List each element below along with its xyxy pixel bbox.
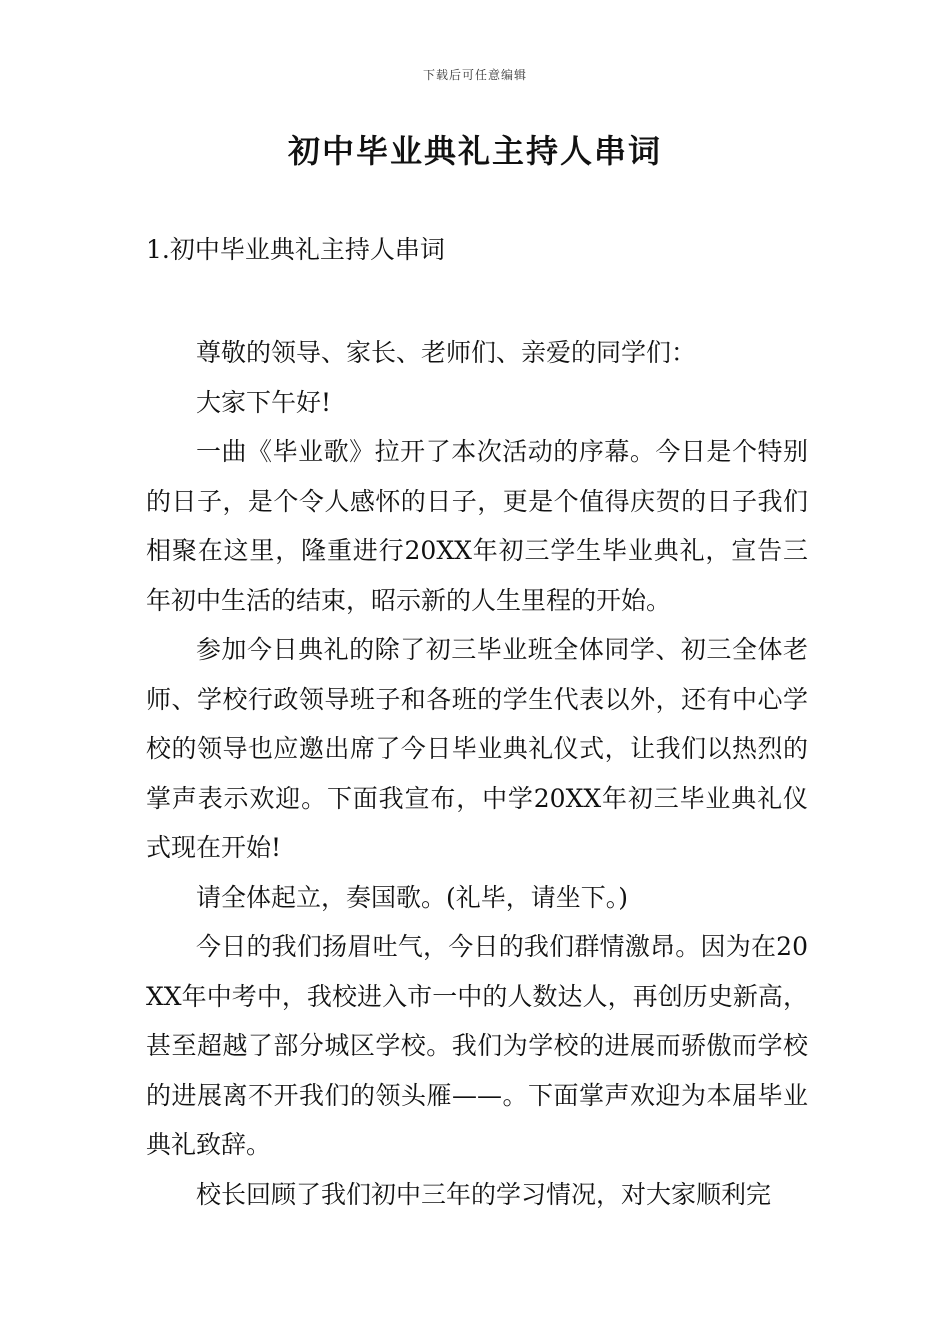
document-title: 初中毕业典礼主持人串词 [287,132,662,170]
paragraph-achievement: 今日的我们扬眉吐气，今日的我们群情激昂。因为在20XX年中考中，我校进入市一中的人数达人，再创历史新高，甚至超越了部分城区学校。我们为学校的进展而骄傲而学校的进展离不开我们的领头雁——。下面掌声欢迎为本届毕业典礼致辞。 [146,932,808,1159]
paragraph-anthem: 请全体起立，奏国歌。(礼毕，请坐下。) [196,882,629,912]
paragraph-opening: 一曲《毕业歌》拉开了本次活动的序幕。今日是个特别的日子，是个令人感怀的日子，更是个值得庆贺的日子我们相聚在这里，隆重进行20XX年初三学生毕业典礼，宣告三年初中生活的结束，昭示新的人生里程的开始。 [146,437,808,615]
paragraph-principal: 校长回顾了我们初中三年的学习情况，对大家顺利完 [196,1179,772,1209]
section-heading: 1.初中毕业典礼主持人串词 [146,235,445,264]
paragraph-greeting: 大家下午好! [196,387,332,417]
header-note: 下载后可任意编辑 [422,68,527,82]
document-body [146,328,808,1219]
paragraph-salutation: 尊敬的领导、家长、老师们、亲爱的同学们： [196,338,697,367]
paragraph-attendees: 参加今日典礼的除了初三毕业班全体同学、初三全体老师、学校行政领导班子和各班的学生代表以外，还有中心学校的领导也应邀出席了今日毕业典礼仪式，让我们以热烈的掌声表示欢迎。下面我宣布，中学20XX年初三毕业典礼仪式现在开始! [146,635,808,862]
